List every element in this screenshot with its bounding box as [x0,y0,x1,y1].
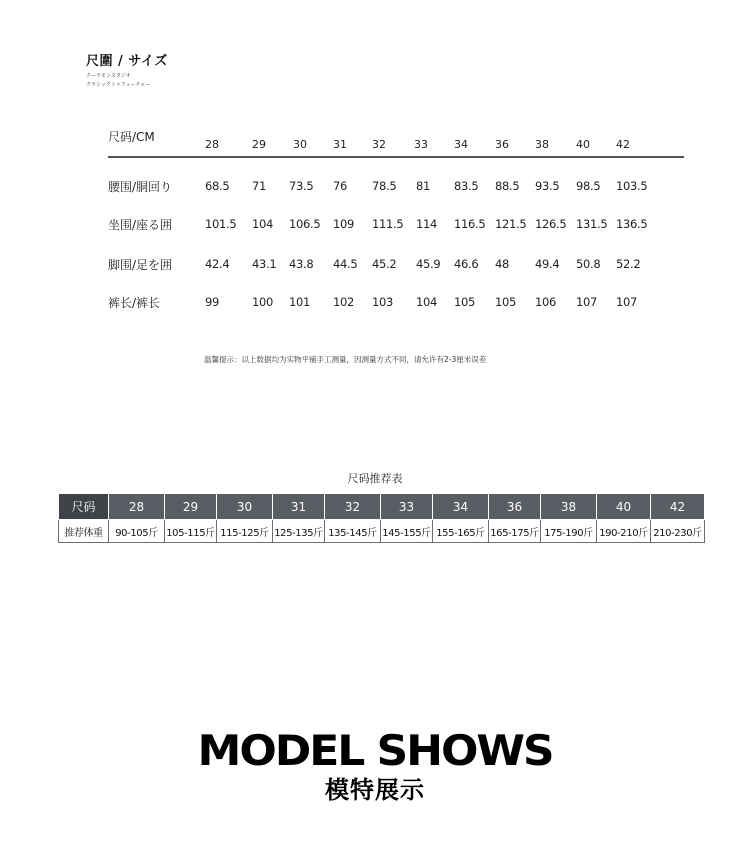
size-chart-cell: 114 [416,217,438,231]
size-chart-cell: 68.5 [205,179,230,193]
size-chart-row-label: 坐围/座る囲 [108,218,173,232]
size-chart-col-36: 36 [495,138,509,151]
size-chart-cell: 43.1 [252,257,277,271]
size-chart-cell: 44.5 [333,257,358,271]
recommend-title: 尺码推荐表 [347,472,403,485]
size-chart-cell: 116.5 [454,217,486,231]
size-chart-cell: 98.5 [576,179,601,193]
size-chart-cell: 102 [333,295,355,309]
size-recommend-table [58,493,705,543]
recommend-size-42: 42 [651,494,705,520]
recommend-size-34: 34 [433,494,489,520]
recommend-size-33: 33 [381,494,433,520]
size-chart-cell: 109 [333,217,355,231]
size-chart-cell: 104 [416,295,438,309]
header [86,50,168,90]
header-subtitle-1: クーラモンスタジオ [86,73,131,79]
recommend-size-30: 30 [217,494,273,520]
size-chart-unit-label: 尺码/CM [108,130,155,144]
size-chart-cell: 42.4 [205,257,230,271]
model-shows [0,727,750,805]
size-chart-row-label: 脚围/足を囲 [108,258,173,272]
size-chart-cell: 45.9 [416,257,441,271]
header-title: 尺圍 / サイズ [86,54,168,69]
recommend-size-29: 29 [165,494,217,520]
size-chart-cell: 105 [454,295,476,309]
size-chart-col-28: 28 [205,138,219,151]
size-chart-cell: 103.5 [616,179,648,193]
size-chart-cell: 76 [333,179,348,193]
size-chart-row-label: 裤长/裤长 [108,296,161,310]
size-chart-cell: 81 [416,179,431,193]
size-chart-col-42: 42 [616,138,630,151]
recommend-weight-cell: 165-175斤 [489,520,541,543]
size-chart-cell: 71 [252,179,267,193]
size-chart-col-31: 31 [333,138,347,151]
size-chart-cell: 131.5 [576,217,608,231]
measurement-note: 温馨提示：以上数据均为实物平铺手工测量，因测量方式不同，请允许有2-3厘米误差 [204,355,487,364]
size-chart-col-34: 34 [454,138,468,151]
recommend-weight-row [59,520,705,543]
size-chart-divider [108,156,684,158]
size-chart-cell: 111.5 [372,217,404,231]
size-chart-col-32: 32 [372,138,386,151]
size-chart-cell: 106 [535,295,557,309]
recommend-weight-cell: 210-230斤 [651,520,705,543]
recommend-weight-cell: 90-105斤 [109,520,165,543]
size-chart-cell: 99 [205,295,220,309]
size-chart-col-30: 30 [293,138,307,151]
size-chart-cell: 78.5 [372,179,397,193]
size-chart-cell: 49.4 [535,257,560,271]
size-chart-cell: 107 [576,295,598,309]
recommend-weight-cell: 145-155斤 [381,520,433,543]
size-chart-col-29: 29 [252,138,266,151]
recommend-header-row [59,494,705,520]
size-chart-cell: 50.8 [576,257,601,271]
recommend-weight-label: 推荐体重 [59,520,109,543]
recommend-header-label: 尺码 [59,494,109,520]
size-chart-cell: 46.6 [454,257,479,271]
size-chart-cell: 93.5 [535,179,560,193]
size-chart-cell: 52.2 [616,257,641,271]
size-chart-cell: 126.5 [535,217,567,231]
size-chart-cell: 88.5 [495,179,520,193]
size-chart-col-33: 33 [414,138,428,151]
recommend-weight-cell: 105-115斤 [165,520,217,543]
size-chart-cell: 104 [252,217,274,231]
size-chart-cell: 83.5 [454,179,479,193]
recommend-weight-cell: 115-125斤 [217,520,273,543]
size-chart-cell: 106.5 [289,217,321,231]
size-chart-cell: 48 [495,257,510,271]
size-chart-col-38: 38 [535,138,549,151]
recommend-size-28: 28 [109,494,165,520]
size-chart-col-40: 40 [576,138,590,151]
size-chart-cell: 103 [372,295,394,309]
size-chart-cell: 101.5 [205,217,237,231]
size-chart-cell: 43.8 [289,257,314,271]
size-chart-cell: 73.5 [289,179,314,193]
recommend-size-32: 32 [325,494,381,520]
model-shows-title: MODEL SHOWS [197,726,553,775]
recommend-size-36: 36 [489,494,541,520]
size-chart-cell: 101 [289,295,311,309]
recommend-weight-cell: 135-145斤 [325,520,381,543]
size-chart-cell: 45.2 [372,257,397,271]
recommend-size-31: 31 [273,494,325,520]
recommend-size-40: 40 [597,494,651,520]
size-chart-cell: 105 [495,295,517,309]
size-chart-cell: 107 [616,295,638,309]
size-chart-cell: 136.5 [616,217,648,231]
header-subtitle-2: クラシックトゥフューチャー [86,82,151,88]
model-shows-subtitle: 模特展示 [325,776,425,804]
size-chart-cell: 121.5 [495,217,527,231]
recommend-weight-cell: 190-210斤 [597,520,651,543]
recommend-weight-cell: 125-135斤 [273,520,325,543]
size-chart-row-label: 腰围/胴回り [108,180,173,194]
recommend-size-38: 38 [541,494,597,520]
recommend-weight-cell: 155-165斤 [433,520,489,543]
size-chart-cell: 100 [252,295,274,309]
recommend-weight-cell: 175-190斤 [541,520,597,543]
